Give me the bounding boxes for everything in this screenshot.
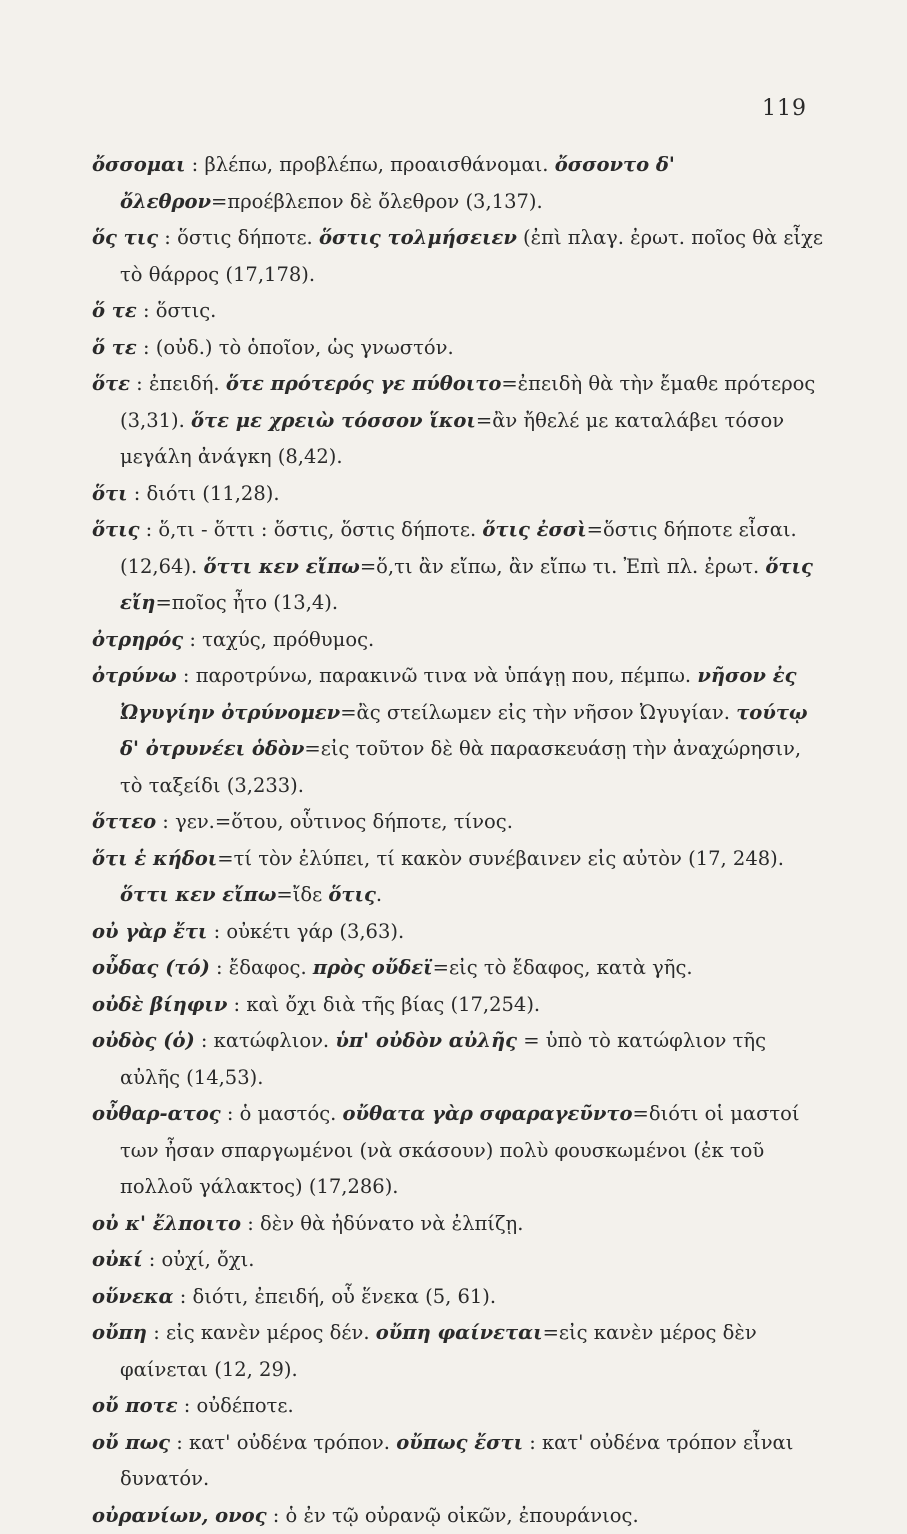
entry-definition: : ταχύς, πρόθυμος. (183, 628, 374, 651)
entry-definition: =ὅ,τι ἂν εἴπω, ἂν εἴπω τι. Ἐπὶ πλ. ἐρωτ. (360, 555, 766, 578)
entries-list (92, 147, 829, 1534)
entry-quotation: ὅτις (328, 883, 375, 906)
entry-headword: ὅτε (92, 372, 130, 395)
entry-headword: ὅ τε (92, 336, 137, 359)
entry-definition: =τί τὸν ἐλύπει, τί κακὸν συνέβαινεν εἰς αὐτὸν (17, 248). (217, 847, 784, 870)
dictionary-entry (92, 804, 829, 841)
entry-definition: : κατώφλιον. (195, 1029, 336, 1052)
entry-definition: =ἴδε (276, 883, 328, 906)
entry-headword: οὐδὸς (ὁ) (92, 1029, 195, 1052)
entry-headword: ὀτρύνω (92, 664, 177, 687)
entry-headword: οὖθαρ-ατος (92, 1102, 221, 1125)
dictionary-entry (92, 622, 829, 659)
entry-definition: =διότι οἱ μαστοί των ἦσαν σπαργωμένοι (νὰ σκάσουν) πολὺ φουσκωμένοι (ἐκ τοῦ πολλοῦ γάλακτος) (17,286). (120, 1102, 800, 1198)
dictionary-entry (92, 512, 829, 622)
entry-definition: =ὅστις δήποτε εἶσαι. (12,64). (120, 518, 797, 578)
entry-definition: : (οὐδ.) τὸ ὁποῖον, ὡς γνωστόν. (137, 336, 454, 359)
entry-definition: : οὐδέποτε. (178, 1394, 294, 1417)
entry-definition: =προέβλεπον δὲ ὄλεθρον (3,137). (211, 190, 543, 213)
entry-definition: . (376, 883, 382, 906)
dictionary-entry (92, 658, 829, 804)
dictionary-entry (92, 330, 829, 367)
entry-definition: : κατ' οὐδένα τρόπον. (170, 1431, 396, 1454)
entry-headword: οὐκί (92, 1248, 143, 1271)
entry-quotation: οὔπη φαίνεται (376, 1321, 543, 1344)
entry-headword: ὅτις (92, 518, 139, 541)
dictionary-entry (92, 1096, 829, 1206)
page-number: 119 (762, 96, 807, 121)
entry-quotation: πρὸς οὔδεϊ (313, 956, 433, 979)
entry-headword: οὔ πως (92, 1431, 170, 1454)
entry-definition: : διότι (11,28). (128, 482, 280, 505)
entry-headword: οὕνεκα (92, 1285, 174, 1308)
entry-definition: : ἔδαφος. (210, 956, 313, 979)
entry-headword: οὐ κ' ἔλποιτο (92, 1212, 241, 1235)
entry-headword: οὐρανίων, ονος (92, 1504, 267, 1527)
entry-headword: οὐδὲ βίηφιν (92, 993, 227, 1016)
entry-definition: : ὁ μαστός. (221, 1102, 343, 1125)
entry-definition: =εἰς τοῦτον δὲ θὰ παρασκευάσῃ τὴν ἀναχώρησιν, τὸ ταξείδι (3,233). (120, 737, 801, 797)
entry-quotation: ὅττι κεν εἴπω (203, 555, 359, 578)
entry-definition: =εἰς κανὲν μέρος δὲν φαίνεται (12, 29). (120, 1321, 757, 1381)
dictionary-entry (92, 841, 829, 914)
dictionary-entry (92, 950, 829, 987)
entry-quotation: ὅτις εἴη (120, 555, 813, 615)
dictionary-entry (92, 914, 829, 951)
dictionary-entry (92, 366, 829, 476)
dictionary-entry (92, 293, 829, 330)
entry-headword: ὅς τις (92, 226, 158, 249)
entry-definition: =ἂν ἤθελέ με καταλάβει τόσον μεγάλη ἀνάγκη (8,42). (120, 409, 784, 469)
dictionary-entry (92, 147, 829, 220)
dictionary-entry (92, 1425, 829, 1498)
entry-definition: =εἰς τὸ ἔδαφος, κατὰ γῆς. (433, 956, 693, 979)
entry-headword: οὐ γὰρ ἔτι (92, 920, 207, 943)
entry-headword: ὄσσομαι (92, 153, 185, 176)
entry-quotation: ὄσσοντο δ' ὄλεθρον (120, 153, 675, 213)
dictionary-entry (92, 220, 829, 293)
entry-definition: : οὐκέτι γάρ (3,63). (207, 920, 404, 943)
entry-quotation: ὅτε με χρειὼ τόσσον ἵκοι (191, 409, 476, 432)
entry-definition: : ὅστις δήποτε. (158, 226, 319, 249)
entry-quotation: οὔπως ἔστι (396, 1431, 523, 1454)
entry-quotation: νῆσον ἐς Ὠγυγίην ὀτρύνομεν (120, 664, 796, 724)
entry-headword: ὅττεο (92, 810, 156, 833)
entry-definition: : διότι, ἐπειδή, οὗ ἕνεκα (5, 61). (174, 1285, 497, 1308)
dictionary-entry (92, 987, 829, 1024)
entry-quotation: ὅττι κεν εἴπω (120, 883, 276, 906)
entry-headword: ὅτι (92, 482, 128, 505)
entry-definition: : κατ' οὐδένα τρόπον εἶναι δυνατόν. (120, 1431, 793, 1491)
dictionary-entry (92, 476, 829, 513)
entry-headword: ὀτρηρός (92, 628, 183, 651)
entry-definition: : παροτρύνω, παρακινῶ τινα νὰ ὑπάγῃ που, πέμπω. (177, 664, 698, 687)
entry-definition: : ὅστις. (137, 299, 217, 322)
entry-definition: : ὅ,τι - ὅττι : ὅστις, ὅστις δήποτε. (139, 518, 482, 541)
dictionary-entry (92, 1279, 829, 1316)
dictionary-entry (92, 1023, 829, 1096)
dictionary-entry (92, 1206, 829, 1243)
entry-headword: οὔπη (92, 1321, 147, 1344)
entry-definition: : δὲν θὰ ἠδύνατο νὰ ἐλπίζῃ. (241, 1212, 523, 1235)
entry-definition: : βλέπω, προβλέπω, προαισθάνομαι. (185, 153, 554, 176)
entry-definition: : γεν.=ὅτου, οὗτινος δήποτε, τίνος. (156, 810, 513, 833)
entry-quotation: οὔθατα γὰρ σφαραγεῦντο (343, 1102, 633, 1125)
entry-definition: : καὶ ὄχι διὰ τῆς βίας (17,254). (227, 993, 540, 1016)
entry-definition: =ἐπειδὴ θὰ τὴν ἔμαθε πρότερος (3,31). (120, 372, 815, 432)
entry-definition: =ἂς στείλωμεν εἰς τὴν νῆσον Ὠγυγίαν. (340, 701, 736, 724)
entry-definition: (ἐπὶ πλαγ. ἐρωτ. ποῖος θὰ εἶχε τὸ θάρρος (17,178). (120, 226, 823, 286)
dictionary-entry (92, 1388, 829, 1425)
entry-quotation: ὅτε πρότερός γε πύθοιτο (226, 372, 502, 395)
entry-headword: οὔ ποτε (92, 1394, 178, 1417)
dictionary-entry (92, 1315, 829, 1388)
entry-definition: : ἐπειδή. (130, 372, 226, 395)
entry-headword: οὖδας (τό) (92, 956, 210, 979)
entry-definition: = ὑπὸ τὸ κατώφλιον τῆς αὐλῆς (14,53). (120, 1029, 766, 1089)
dictionary-entry (92, 1242, 829, 1279)
entry-definition: : ὁ ἐν τῷ οὐρανῷ οἰκῶν, ἐπουράνιος. (267, 1504, 639, 1527)
entry-quotation: τούτῳ δ' ὀτρυνέει ὁδὸν (120, 701, 808, 761)
entry-quotation: ὅστις τολμήσειεν (319, 226, 517, 249)
dictionary-entry (92, 1498, 829, 1534)
entry-quotation: ὅτις ἐσσὶ (482, 518, 586, 541)
entry-definition: =ποῖος ἦτο (13,4). (155, 591, 338, 614)
entry-headword: ὅτι ἑ κήδοι (92, 847, 217, 870)
entry-quotation: ὑπ' οὐδὸν αὐλῆς (335, 1029, 517, 1052)
entry-definition: : εἰς κανὲν μέρος δέν. (147, 1321, 376, 1344)
entry-headword: ὅ τε (92, 299, 137, 322)
entry-definition: : οὐχί, ὄχι. (143, 1248, 255, 1271)
